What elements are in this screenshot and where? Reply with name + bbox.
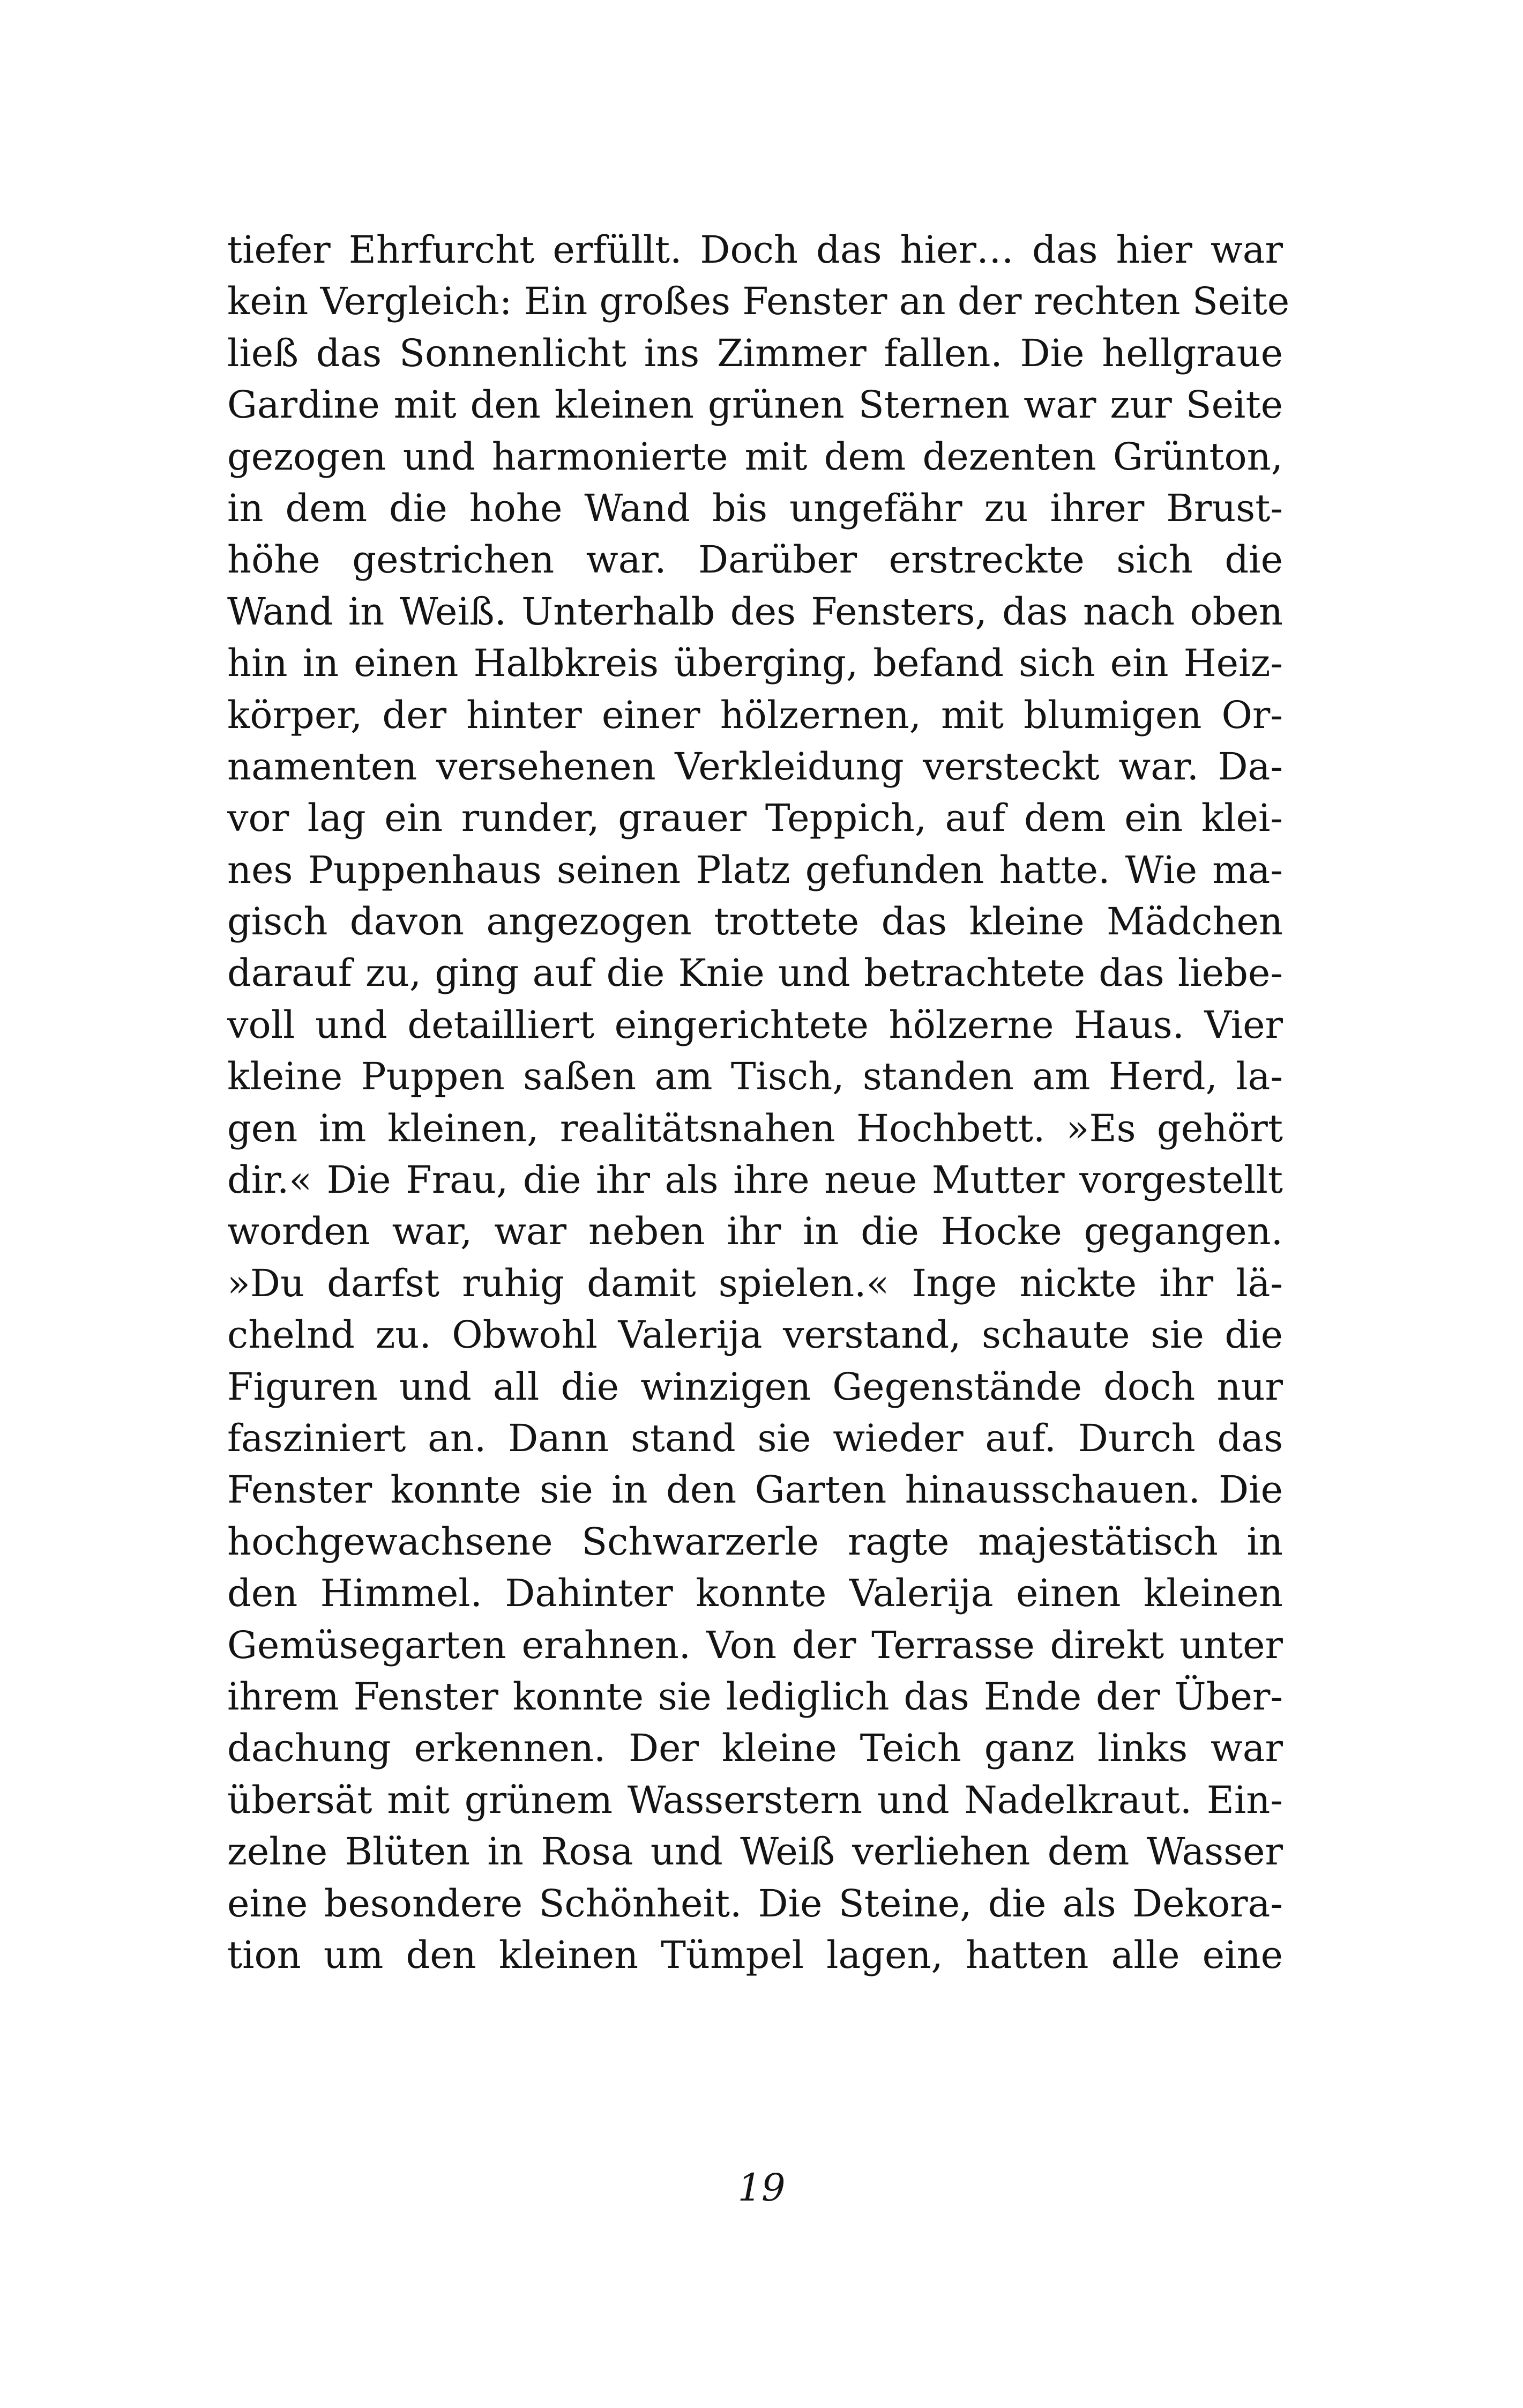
text-line: Gardine mit den kleinen grünen Sternen war zur Seite <box>227 383 1283 427</box>
text-line: in dem die hohe Wand bis ungefähr zu ihrer Brust- <box>227 486 1283 530</box>
text-line: zelne Blüten in Rosa und Weiß verliehen dem Wasser <box>227 1830 1283 1874</box>
text-line: namenten versehenen Verkleidung versteckt war. Da- <box>227 744 1283 789</box>
text-line: körper, der hinter einer hölzernen, mit blumigen Or- <box>227 693 1283 737</box>
text-line: Figuren und all die winzigen Gegenstände doch nur <box>227 1364 1283 1409</box>
text-line: Wand in Weiß. Unterhalb des Fensters, das nach oben <box>227 589 1283 634</box>
body-text <box>227 224 1290 1981</box>
text-line: gisch davon angezogen trottete das kleine Mädchen <box>227 900 1283 944</box>
text-line: Gemüsegarten erahnen. Von der Terrasse direkt unter <box>227 1623 1283 1667</box>
text-line: ihrem Fenster konnte sie lediglich das Ende der Über- <box>227 1674 1283 1719</box>
text-line: tiefer Ehrfurcht erfüllt. Doch das hier… das hier war <box>227 228 1283 272</box>
text-line: darauf zu, ging auf die Knie und betrachtete das liebe- <box>227 951 1283 995</box>
text-line: chelnd zu. Obwohl Valerija verstand, schaute sie die <box>227 1313 1283 1357</box>
text-line: eine besondere Schönheit. Die Steine, die als Dekora- <box>227 1881 1283 1926</box>
text-line: dir.« Die Frau, die ihr als ihre neue Mutter vorgestellt <box>227 1158 1283 1202</box>
text-line: gen im kleinen, realitätsnahen Hochbett. »Es gehört <box>227 1106 1283 1150</box>
text-line: übersät mit grünem Wasserstern und Nadelkraut. Ein- <box>227 1778 1283 1822</box>
text-line: hin in einen Halbkreis überging, befand sich ein Heiz- <box>227 641 1283 686</box>
text-line: »Du darfst ruhig damit spielen.« Inge nickte ihr lä- <box>227 1261 1283 1305</box>
text-line: vor lag ein runder, grauer Teppich, auf dem ein klei- <box>227 796 1283 841</box>
text-line: tion um den kleinen Tümpel lagen, hatten alle eine <box>227 1933 1283 1977</box>
text-line: voll und detailliert eingerichtete hölzerne Haus. Vier <box>227 1002 1283 1047</box>
text-line: kleine Puppen saßen am Tisch, standen am Herd, la- <box>227 1054 1283 1099</box>
text-line: höhe gestrichen war. Darüber erstreckte sich die <box>227 538 1283 582</box>
text-line: ließ das Sonnenlicht ins Zimmer fallen. Die hellgraue <box>227 331 1283 375</box>
text-line: nes Puppenhaus seinen Platz gefunden hatte. Wie ma- <box>227 848 1283 892</box>
text-line: dachung erkennen. Der kleine Teich ganz links war <box>227 1726 1283 1771</box>
text-line: gezogen und harmonierte mit dem dezenten Grünton, <box>227 434 1283 479</box>
text-line: worden war, war neben ihr in die Hocke gegangen. <box>227 1209 1283 1254</box>
text-line: den Himmel. Dahinter konnte Valerija einen kleinen <box>227 1571 1283 1616</box>
text-line: fasziniert an. Dann stand sie wieder auf. Durch das <box>227 1416 1283 1460</box>
page-number: 19 <box>737 2166 786 2210</box>
text-line: hochgewachsene Schwarzerle ragte majestätisch in <box>227 1519 1283 1564</box>
text-line: Fenster konnte sie in den Garten hinausschauen. Die <box>227 1468 1283 1512</box>
text-line: kein Vergleich: Ein großes Fenster an der rechten Seite <box>227 279 1290 324</box>
